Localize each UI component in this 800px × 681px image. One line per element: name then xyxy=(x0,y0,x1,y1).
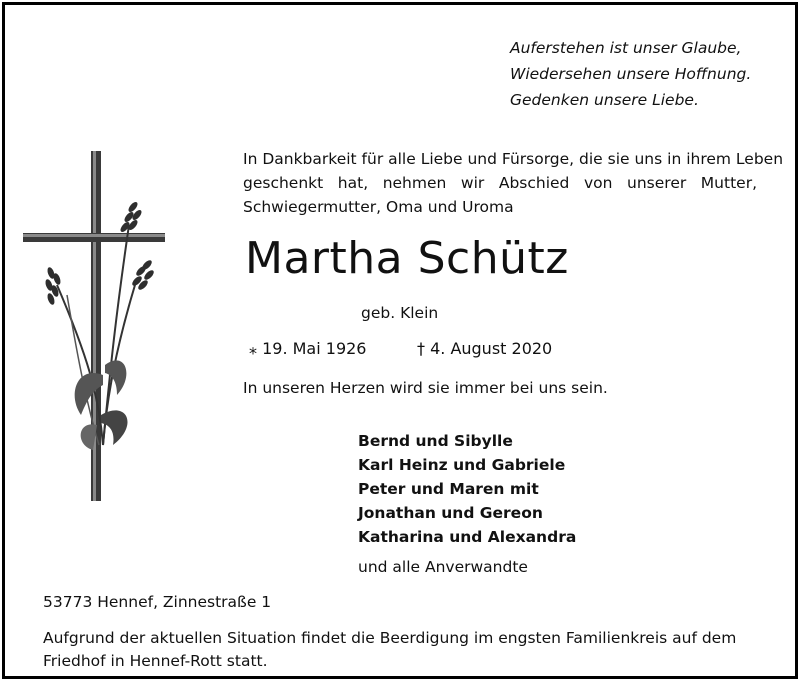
mourner-entry: Jonathan und Gereon xyxy=(358,504,543,522)
cross-with-wheat-icon xyxy=(17,145,167,505)
motto-line: Wiedersehen unsere Hoffnung. xyxy=(510,65,752,83)
mourner-entry: Peter und Maren mit xyxy=(358,480,539,498)
born-name: geb. Klein xyxy=(361,304,439,322)
motto-line: Gedenken unsere Liebe. xyxy=(510,91,699,109)
intro-line: geschenkt hat, nehmen wir Abschied von unserer Mutter, xyxy=(243,174,757,192)
relatives-line: und alle Anverwandte xyxy=(358,558,528,576)
intro-line: Schwiegermutter, Oma und Uroma xyxy=(243,198,514,216)
intro-text xyxy=(243,147,784,219)
obituary-notice xyxy=(2,2,798,679)
address: 53773 Hennef, Zinnestraße 1 xyxy=(43,593,272,611)
wheat-ear-icon xyxy=(44,266,62,305)
mourner-entry: Bernd und Sibylle xyxy=(358,432,513,450)
mourners-list xyxy=(358,429,576,549)
mourner-entry: Karl Heinz und Gabriele xyxy=(358,456,566,474)
memorial-sentence: In unseren Herzen wird sie immer bei uns sein. xyxy=(243,379,608,397)
deceased-name: Martha Schütz xyxy=(245,233,569,284)
mourner-entry: Katharina und Alexandra xyxy=(358,528,577,546)
funeral-notice: Aufgrund der aktuellen Situation findet die Beerdigung im engsten Familienkreis auf dem Friedhof in Hennef-Rott statt. xyxy=(43,629,737,670)
wheat-ear-icon xyxy=(119,200,143,233)
motto-line: Auferstehen ist unser Glaube, xyxy=(510,39,742,57)
birth-date: ⁎ 19. Mai 1926 xyxy=(249,339,367,358)
motto xyxy=(510,35,751,113)
intro-line: In Dankbarkeit für alle Liebe und Fürsorge, die sie uns in ihrem Leben xyxy=(243,150,784,168)
death-date: † 4. August 2020 xyxy=(417,339,553,358)
